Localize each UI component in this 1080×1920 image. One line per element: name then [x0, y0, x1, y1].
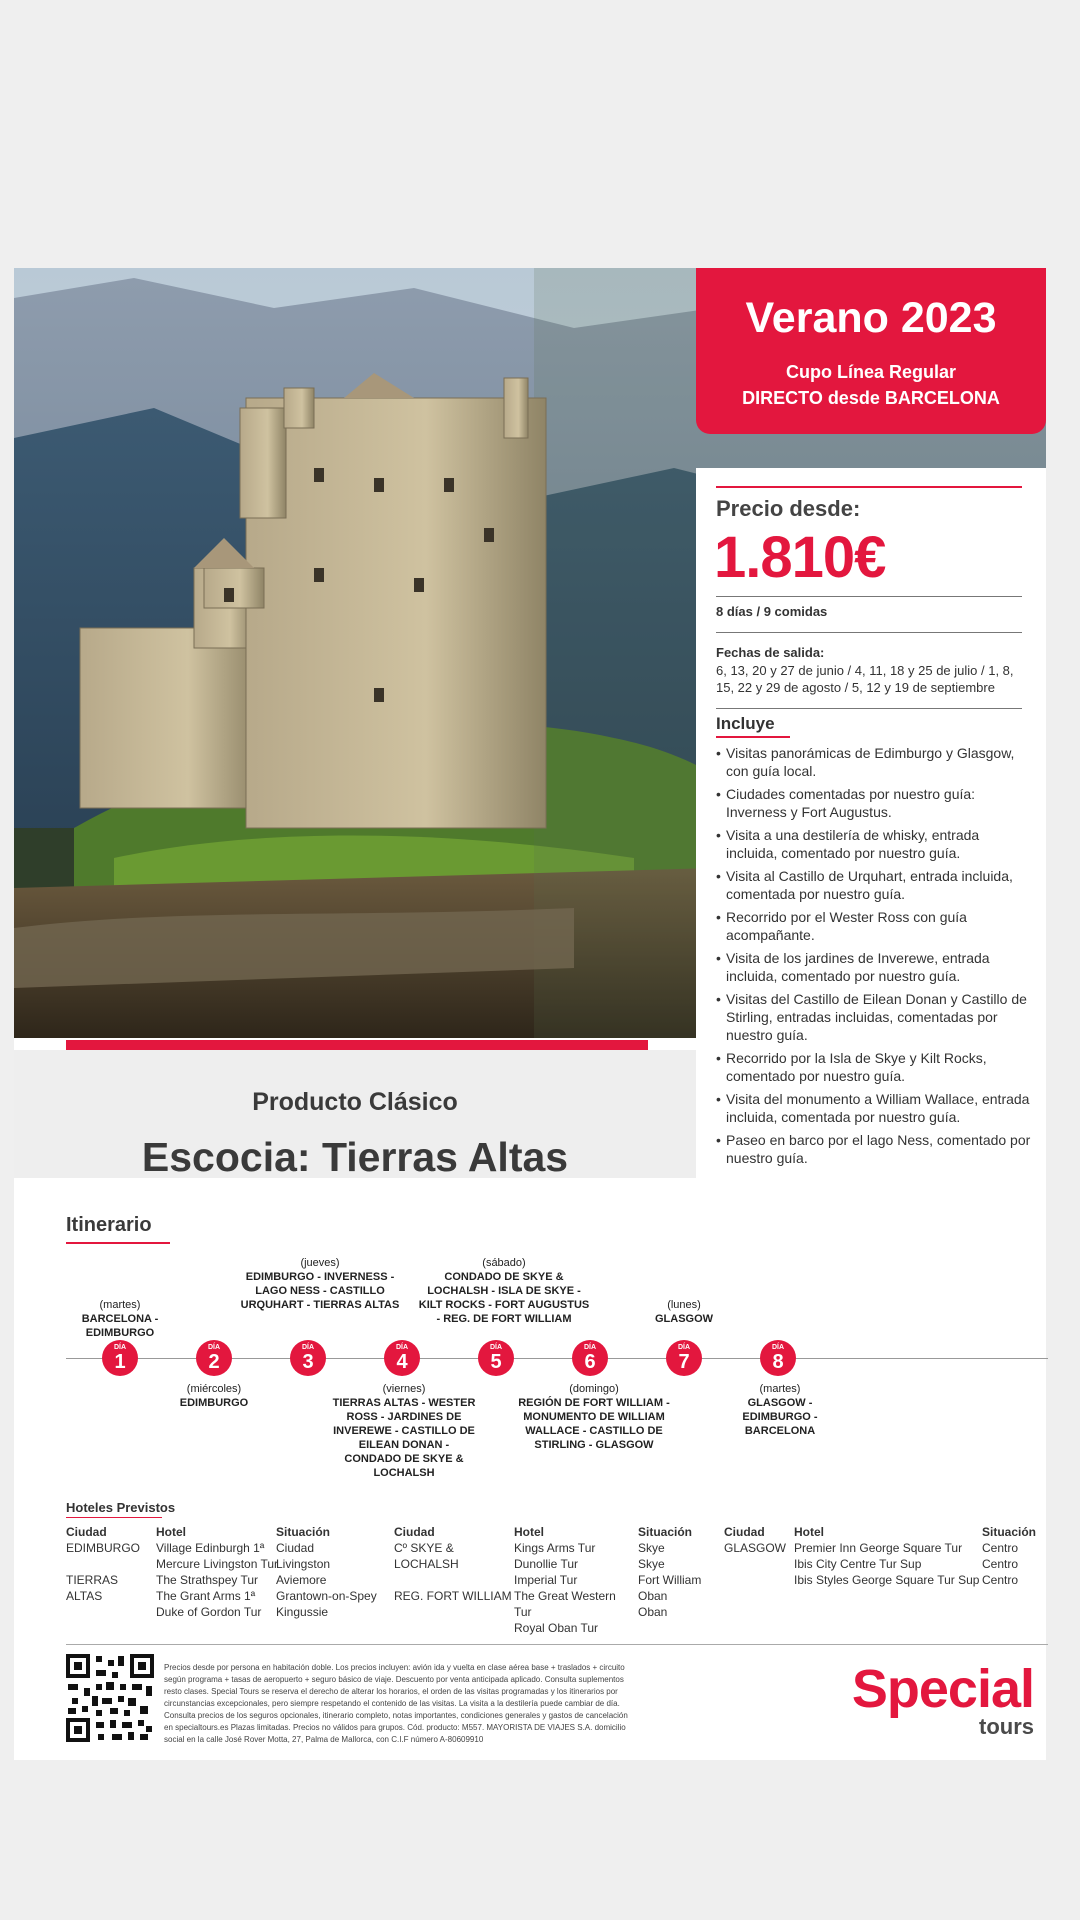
day-label: DÍA: [677, 1344, 691, 1351]
divider: [716, 708, 1022, 709]
hotels-group1-city-column: [66, 1524, 156, 1604]
list-item: • Ciudades comentadas por nuestro guía: Inverness y Fort Augustus.: [716, 785, 1032, 821]
day-number: 2: [208, 1351, 220, 1373]
hotels-group3-situation-column: [982, 1524, 1044, 1588]
season-banner: [696, 268, 1046, 434]
price-panel: [696, 468, 1046, 1178]
departure-city: DIRECTO desde BARCELONA: [742, 388, 1000, 408]
situation-cell: Aviemore: [276, 1573, 327, 1587]
hotels-group2-hotel-column: [514, 1524, 636, 1636]
includes-heading: Incluye: [716, 714, 775, 733]
day-number: 6: [584, 1351, 596, 1373]
day-number: 7: [678, 1351, 690, 1373]
hotel-cell: The Great Western Tur: [514, 1589, 616, 1619]
column-header: Hotel: [794, 1525, 824, 1539]
column-header: Ciudad: [724, 1525, 765, 1539]
hotels-underline: [66, 1517, 162, 1518]
hotel-cell: Mercure Livingston Tur: [156, 1557, 279, 1571]
situation-cell: Oban: [638, 1605, 668, 1619]
season-title: Verano 2023: [745, 294, 997, 342]
day-number: 8: [772, 1351, 784, 1373]
city-cell: Cº SKYE & LOCHALSH: [394, 1541, 459, 1571]
column-header: Situación: [982, 1525, 1037, 1539]
day-label: DÍA: [207, 1344, 221, 1351]
logo-word-tours: tours: [979, 1714, 1034, 1739]
divider: [716, 486, 1022, 488]
stop-places: REGIÓN DE FORT WILLIAM - MONUMENTO DE WILLIAM WALLACE - CASTILLO DE STIRLING - GLASGOW: [518, 1397, 670, 1451]
stop-weekday: (viernes): [382, 1383, 426, 1395]
situation-cell: Grantown-on-Spey: [276, 1589, 377, 1603]
itinerary-stop-day-4: [332, 1382, 476, 1480]
itinerary-stop-day-7: [634, 1298, 734, 1326]
stop-places: GLASGOW: [654, 1313, 714, 1325]
title-box: [14, 1050, 696, 1178]
stop-places: EDIMBURGO: [179, 1397, 249, 1409]
city-cell: [66, 1556, 156, 1572]
situation-cell: Oban: [638, 1589, 668, 1603]
itinerary-stop-day-8: [712, 1382, 848, 1438]
day-number: 4: [396, 1351, 408, 1373]
itinerary-underline: [66, 1242, 170, 1244]
day-marker-2: [196, 1340, 232, 1376]
stop-weekday: (domingo): [569, 1383, 619, 1395]
hotel-cell: Kings Arms Tur: [514, 1541, 596, 1555]
hotel-cell: Premier Inn George Square Tur: [794, 1541, 963, 1555]
duration-text: 8 días / 9 comidas: [716, 604, 828, 619]
day-marker-8: [760, 1340, 796, 1376]
stop-weekday: (miércoles): [186, 1383, 242, 1395]
hotel-cell: Duke of Gordon Tur: [156, 1605, 262, 1619]
day-label: DÍA: [395, 1344, 409, 1351]
list-item: • Visitas panorámicas de Edimburgo y Glasgow, con guía local.: [716, 744, 1032, 780]
column-header: Ciudad: [66, 1525, 107, 1539]
day-label: DÍA: [771, 1344, 785, 1351]
includes-list: [716, 744, 1032, 1172]
situation-cell: Skye: [638, 1541, 665, 1555]
stop-places: EDIMBURGO - INVERNESS - LAGO NESS - CASTILLO URQUHART - TIERRAS ALTAS: [240, 1271, 400, 1311]
situation-cell: Centro: [982, 1541, 1019, 1555]
city-cell: TIERRAS ALTAS: [66, 1573, 119, 1603]
logo-word-special: Special: [851, 1659, 1034, 1719]
stop-weekday: (lunes): [667, 1299, 701, 1311]
price-value: 1.810€: [714, 525, 886, 590]
day-label: DÍA: [489, 1344, 503, 1351]
legal-text: Precios desde por persona en habitación doble. Los precios incluyen: avión ida y vuelta en clase aérea base + traslados + circuito según programa + tasas de aeropuerto + seguro básico de viaje. Descuento por venta anticipada aplicado. Consulta suplementos resto clases. Special Tours se reserva el derecho de alterar los horarios, el orden de las visitas programadas y los itinerarios por circunstancias excepcionales, pero siempre respetando el contenido de las visitas. La visita a la destilería puede cambiar de día. Consulta precios de los seguros opcionales, itinerario completo, notas importantes, condiciones generales y gastos de cancelación en specialtours.es Plazas limitadas. Precios no válidos para grupos. Cód. producto: M557. MAYORISTA DE VIAJES S.A. domicilio social en la calle José Rover Motta, 27, Palma de Mallorca, con C.I.F número A-80609910: [164, 1663, 628, 1744]
title-accent-bar: [66, 1040, 648, 1050]
hotels-heading: Hoteles Previstos: [66, 1500, 176, 1515]
stop-places: TIERRAS ALTAS - WESTER ROSS - JARDINES DE INVEREWE - CASTILLO DE EILEAN DONAN - CONDADO DE SKYE & LOCHALSH: [332, 1397, 476, 1479]
divider: [716, 596, 1022, 597]
hotel-cell: The Strathspey Tur: [156, 1573, 259, 1587]
itinerary-stop-day-2: [164, 1382, 264, 1410]
hotel-cell: The Grant Arms 1ª: [156, 1589, 256, 1603]
list-item: • Visita a una destilería de whisky, entrada incluida, comentado por nuestro guía.: [716, 826, 1032, 862]
hotels-group3-city-column: [724, 1524, 790, 1556]
list-item: • Visita del monumento a William Wallace, entrada incluida, comentada por nuestro guía.: [716, 1090, 1032, 1126]
special-tours-logo: [822, 1659, 1034, 1739]
departure-dates: 6, 13, 20 y 27 de junio / 4, 11, 18 y 25 de julio / 1, 8, 15, 22 y 29 de agosto / 5, 12 y 19 de septiembre: [716, 663, 1014, 695]
hotels-group1-hotel-column: [156, 1524, 296, 1620]
list-item: • Paseo en barco por el lago Ness, comentado por nuestro guía.: [716, 1131, 1032, 1167]
column-header: Hotel: [514, 1525, 544, 1539]
itinerary-stop-day-3: [238, 1256, 402, 1312]
list-item: • Visita al Castillo de Urquhart, entrada incluida, comentada por nuestro guía.: [716, 867, 1032, 903]
day-number: 3: [302, 1351, 314, 1373]
qr-code-icon[interactable]: [66, 1654, 154, 1747]
hotels-group3-hotel-column: [794, 1524, 986, 1588]
city-cell: GLASGOW: [724, 1541, 787, 1555]
hotels-group2-city-column: [394, 1524, 512, 1604]
destination-title: Escocia: Tierras Altas: [141, 1134, 569, 1180]
hotel-cell: Ibis City Centre Tur Sup: [794, 1557, 922, 1571]
day-marker-4: [384, 1340, 420, 1376]
stop-weekday: (jueves): [300, 1257, 340, 1269]
hotel-cell: Ibis Styles George Square Tur Sup: [794, 1573, 980, 1587]
day-marker-7: [666, 1340, 702, 1376]
hotel-cell: Imperial Tur: [514, 1573, 578, 1587]
day-marker-6: [572, 1340, 608, 1376]
column-header: Situación: [276, 1525, 331, 1539]
column-header: Hotel: [156, 1525, 186, 1539]
hotel-cell: Dunollie Tur: [514, 1557, 579, 1571]
stop-weekday: (sábado): [482, 1257, 526, 1269]
day-number: 5: [490, 1351, 502, 1373]
hotels-group1-situation-column: [276, 1524, 388, 1620]
day-number: 1: [114, 1351, 126, 1373]
list-item: • Visitas del Castillo de Eilean Donan y Castillo de Stirling, entradas incluidas, comentadas por nuestro guía.: [716, 990, 1032, 1044]
hotel-cell: Village Edinburgh 1ª: [156, 1541, 265, 1555]
day-label: DÍA: [113, 1344, 127, 1351]
footer-divider: [66, 1644, 1048, 1645]
stop-places: CONDADO DE SKYE & LOCHALSH - ISLA DE SKYE - KILT ROCKS - FORT AUGUSTUS - REG. DE FORT WILLIAM: [418, 1271, 590, 1325]
stop-weekday: (martes): [99, 1299, 141, 1311]
situation-cell: Centro: [982, 1573, 1019, 1587]
situation-cell: Ciudad: [276, 1541, 315, 1555]
city-cell: [394, 1572, 512, 1588]
hotel-cell: Royal Oban Tur: [514, 1621, 599, 1635]
situation-cell: Centro: [982, 1557, 1019, 1571]
day-marker-1: [102, 1340, 138, 1376]
includes-underline: [716, 736, 790, 738]
day-marker-3: [290, 1340, 326, 1376]
column-header: Ciudad: [394, 1525, 435, 1539]
list-item: • Recorrido por el Wester Ross con guía acompañante.: [716, 908, 1032, 944]
day-label: DÍA: [301, 1344, 315, 1351]
flight-type: Cupo Línea Regular: [785, 362, 956, 382]
situation-cell: Kingussie: [276, 1605, 329, 1619]
day-marker-5: [478, 1340, 514, 1376]
price-label: Precio desde:: [716, 496, 861, 521]
situation-cell: Skye: [638, 1557, 665, 1571]
itinerary-stop-day-5: [418, 1256, 590, 1326]
situation-cell: Livingston: [276, 1557, 331, 1571]
product-label: Producto Clásico: [252, 1088, 458, 1116]
column-header: Situación: [638, 1525, 693, 1539]
stop-places: BARCELONA - EDIMBURGO: [81, 1313, 159, 1339]
city-cell: EDIMBURGO: [66, 1541, 141, 1555]
brochure-sheet: [14, 268, 1046, 1760]
itinerary-heading: Itinerario: [66, 1214, 152, 1236]
situation-cell: Fort William: [638, 1573, 702, 1587]
list-item: • Visita de los jardines de Inverewe, entrada incluida, comentado por nuestro guía.: [716, 949, 1032, 985]
itinerary-stop-day-6: [514, 1382, 674, 1452]
stop-places: GLASGOW - EDIMBURGO - BARCELONA: [742, 1397, 818, 1437]
itinerary-stop-day-1: [54, 1298, 186, 1340]
divider: [716, 632, 1022, 633]
dates-heading: Fechas de salida:: [716, 645, 825, 660]
stop-weekday: (martes): [759, 1383, 801, 1395]
list-item: • Recorrido por la Isla de Skye y Kilt Rocks, comentado por nuestro guía.: [716, 1049, 1032, 1085]
day-label: DÍA: [583, 1344, 597, 1351]
city-cell: REG. FORT WILLIAM: [394, 1589, 512, 1603]
hotels-group2-situation-column: [638, 1524, 718, 1620]
